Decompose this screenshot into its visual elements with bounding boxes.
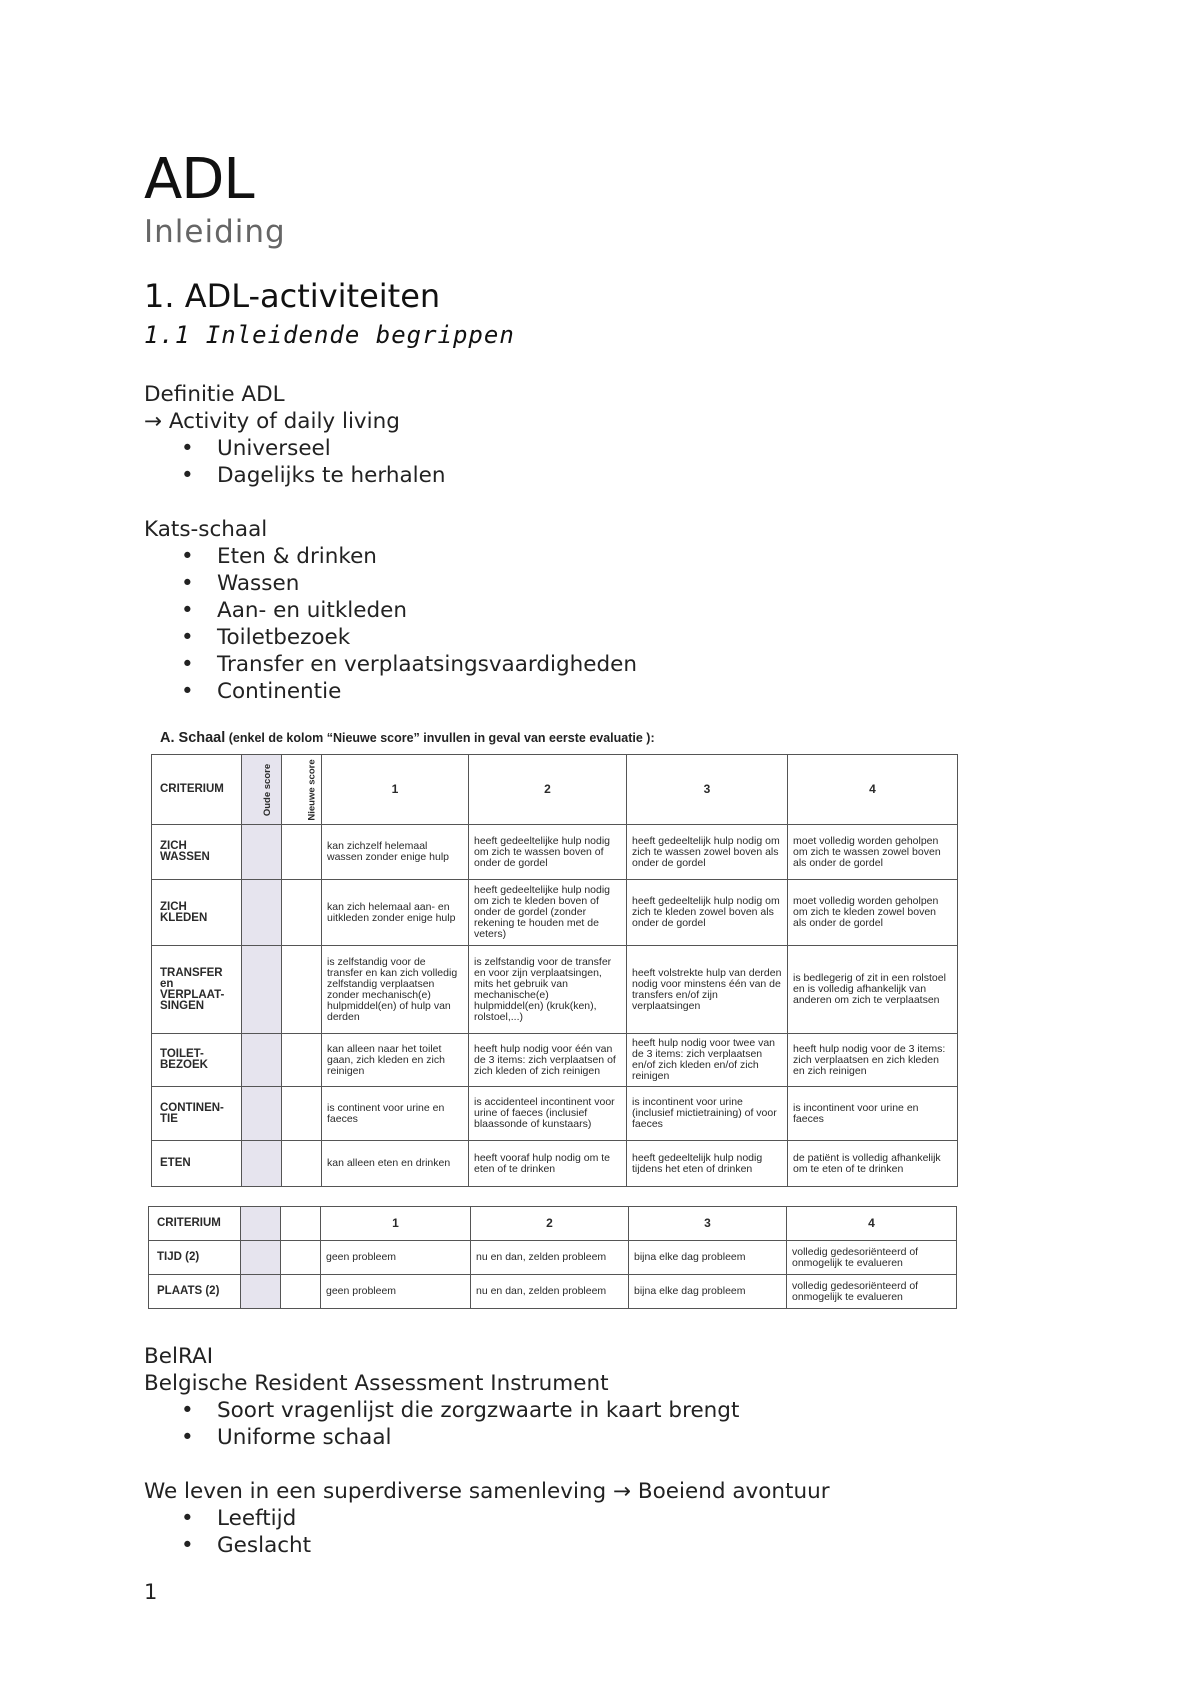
table-cell (281, 1241, 321, 1275)
list-item-text: Toiletbezoek (217, 625, 351, 650)
list-item (144, 651, 637, 678)
header-cell (281, 1207, 321, 1241)
kats-table (151, 754, 958, 1187)
table-cell: heeft hulp nodig voor twee van de 3 items: zich verplaatsen en/of zich kleden en/of zich reinigen (627, 1034, 788, 1087)
header-cell: 3 (629, 1207, 787, 1241)
table-cell: moet volledig worden geholpen om zich te kleden zowel boven als onder de gordel (788, 880, 958, 946)
diversity-list (144, 1505, 311, 1559)
table-cell: heeft volstrekte hulp van derden nodig voor minstens één van de transfers en/of zijn verplaatsingen (627, 946, 788, 1034)
list-item (144, 462, 445, 489)
header-cell: 2 (471, 1207, 629, 1241)
bullet-icon: • (181, 652, 194, 677)
bullet-icon: • (181, 679, 194, 704)
table-cell: heeft gedeeltelijke hulp nodig om zich te kleden boven of onder de gordel (zonder rekening te houden met de veters) (469, 880, 627, 946)
table-cell: kan zich helemaal aan- en uitkleden zonder enige hulp (322, 880, 469, 946)
bullet-icon: • (181, 463, 194, 488)
document-title: ADL (144, 147, 254, 212)
header-cell: CRITERIUM (152, 755, 242, 825)
table-cell: is zelfstandig voor de transfer en kan zich volledig zelfstandig verplaatsen zonder mechanisch(e) hulpmiddel(en) of hulp van derden (322, 946, 469, 1034)
table-cell (242, 1141, 282, 1187)
table-cell: PLAATS (2) (149, 1275, 241, 1309)
list-item-text: Eten & drinken (217, 544, 377, 569)
definition-line: → Activity of daily living (144, 409, 400, 434)
table-row (152, 825, 958, 880)
orientation-table (148, 1206, 957, 1309)
kats-scale-scan (144, 730, 964, 1318)
table-cell: nu en dan, zelden probleem (471, 1241, 629, 1275)
table-cell (242, 880, 282, 946)
header-cell: CRITERIUM (149, 1207, 241, 1241)
table-header-row (149, 1207, 957, 1241)
heading-1: 1. ADL-activiteiten (144, 277, 441, 315)
list-item-text: Continentie (217, 679, 342, 704)
belrai-line: Belgische Resident Assessment Instrument (144, 1371, 609, 1396)
list-item-text: Dagelijks te herhalen (217, 463, 446, 488)
list-item-text: Leeftijd (217, 1506, 297, 1531)
table-cell: volledig gedesoriënteerd of onmogelijk te evalueren (787, 1241, 957, 1275)
table-cell (282, 825, 322, 880)
table-cell (242, 946, 282, 1034)
table-row (152, 946, 958, 1034)
table-cell: ETEN (152, 1141, 242, 1187)
page-number: 1 (144, 1580, 158, 1604)
list-item-text: Aan- en uitkleden (217, 598, 407, 623)
table-cell: heeft hulp nodig voor één van de 3 items: zich verplaatsen of zich kleden of zich reinigen (469, 1034, 627, 1087)
table-cell: heeft gedeeltelijk hulp nodig om zich te kleden zowel boven als onder de gordel (627, 880, 788, 946)
header-cell: 1 (321, 1207, 471, 1241)
list-item (144, 597, 637, 624)
table-cell: TIJD (2) (149, 1241, 241, 1275)
table-cell (242, 1087, 282, 1141)
list-item-text: Soort vragenlijst die zorgzwaarte in kaart brengt (217, 1398, 740, 1423)
bullet-icon: • (181, 625, 194, 650)
scan-caption-prefix: A. Schaal (160, 730, 226, 746)
list-item (144, 570, 637, 597)
header-cell: 2 (469, 755, 627, 825)
table-cell (282, 880, 322, 946)
table-row (149, 1241, 957, 1275)
header-cell: 3 (627, 755, 788, 825)
list-item (144, 624, 637, 651)
definition-label: Definitie ADL (144, 382, 285, 407)
table-cell: moet volledig worden geholpen om zich te wassen zowel boven als onder de gordel (788, 825, 958, 880)
bullet-icon: • (181, 436, 194, 461)
table-cell: TRANSFER en VERPLAAT-SINGEN (152, 946, 242, 1034)
definition-list (144, 435, 445, 489)
list-item (144, 543, 637, 570)
table-cell (282, 1034, 322, 1087)
list-item-text: Uniforme schaal (217, 1425, 392, 1450)
list-item (144, 1397, 739, 1424)
table-cell: bijna elke dag probleem (629, 1275, 787, 1309)
kats-label: Kats-schaal (144, 517, 268, 542)
belrai-label: BelRAI (144, 1344, 214, 1369)
table-cell: is continent voor urine en faeces (322, 1087, 469, 1141)
table-cell: is bedlegerig of zit in een rolstoel en is volledig afhankelijk van anderen om zich te verplaatsen (788, 946, 958, 1034)
bullet-icon: • (181, 1533, 194, 1558)
header-cell: Nieuwe score (282, 755, 322, 825)
bullet-icon: • (181, 571, 194, 596)
table-cell: ZICH WASSEN (152, 825, 242, 880)
table-row (152, 1087, 958, 1141)
list-item-text: Transfer en verplaatsingsvaardigheden (217, 652, 637, 677)
table-cell: heeft gedeeltelijke hulp nodig om zich te wassen boven of onder de gordel (469, 825, 627, 880)
header-cell: 4 (788, 755, 958, 825)
list-item (144, 1505, 311, 1532)
list-item (144, 678, 637, 705)
table-cell (282, 1141, 322, 1187)
header-cell: 4 (787, 1207, 957, 1241)
table-cell: geen probleem (321, 1241, 471, 1275)
table-row (152, 1141, 958, 1187)
bullet-icon: • (181, 1398, 194, 1423)
table-cell: de patiënt is volledig afhankelijk om te eten of te drinken (788, 1141, 958, 1187)
table-cell: geen probleem (321, 1275, 471, 1309)
table-cell: is incontinent voor urine en faeces (788, 1087, 958, 1141)
scan-caption (160, 730, 655, 746)
table-cell: bijna elke dag probleem (629, 1241, 787, 1275)
heading-2: 1.1 Inleidende begrippen (144, 321, 515, 349)
list-item-text: Geslacht (217, 1533, 312, 1558)
table-cell: TOILET-BEZOEK (152, 1034, 242, 1087)
table-cell: kan zichzelf helemaal wassen zonder enige hulp (322, 825, 469, 880)
bullet-icon: • (181, 1425, 194, 1450)
table-row (149, 1275, 957, 1309)
table-cell (242, 1034, 282, 1087)
list-item-text: Wassen (217, 571, 300, 596)
bullet-icon: • (181, 544, 194, 569)
table-cell (282, 1087, 322, 1141)
diversity-line: We leven in een superdiverse samenleving → Boeiend avontuur (144, 1479, 830, 1504)
bullet-icon: • (181, 1506, 194, 1531)
table-cell: ZICH KLEDEN (152, 880, 242, 946)
table-cell: volledig gedesoriënteerd of onmogelijk te evalueren (787, 1275, 957, 1309)
table-cell (241, 1275, 281, 1309)
table-cell: nu en dan, zelden probleem (471, 1275, 629, 1309)
list-item (144, 1424, 739, 1451)
list-item-text: Universeel (217, 436, 331, 461)
table-cell: kan alleen naar het toilet gaan, zich kleden en zich reinigen (322, 1034, 469, 1087)
table-cell (281, 1275, 321, 1309)
table-row (152, 1034, 958, 1087)
kats-list (144, 543, 637, 705)
table-cell (241, 1241, 281, 1275)
table-cell (242, 825, 282, 880)
scan-caption-text: (enkel de kolom “Nieuwe score” invullen in geval van eerste evaluatie ): (228, 731, 655, 745)
table-row (152, 880, 958, 946)
table-cell: heeft vooraf hulp nodig om te eten of te drinken (469, 1141, 627, 1187)
table-header-row (152, 755, 958, 825)
header-cell (241, 1207, 281, 1241)
header-cell: 1 (322, 755, 469, 825)
bullet-icon: • (181, 598, 194, 623)
belrai-list (144, 1397, 739, 1451)
table-cell: heeft hulp nodig voor de 3 items: zich verplaatsen en zich kleden en zich reinigen (788, 1034, 958, 1087)
table-cell: is accidenteel incontinent voor urine of faeces (inclusief blaassonde of kunstaars) (469, 1087, 627, 1141)
table-cell: CONTINEN-TIE (152, 1087, 242, 1141)
table-cell: kan alleen eten en drinken (322, 1141, 469, 1187)
table-cell: is incontinent voor urine (inclusief mictietraining) of voor faeces (627, 1087, 788, 1141)
document-subtitle: Inleiding (144, 214, 286, 250)
list-item (144, 1532, 311, 1559)
table-cell: heeft gedeeltelijk hulp nodig om zich te wassen zowel boven als onder de gordel (627, 825, 788, 880)
list-item (144, 435, 445, 462)
table-cell: heeft gedeeltelijk hulp nodig tijdens het eten of drinken (627, 1141, 788, 1187)
header-cell: Oude score (242, 755, 282, 825)
table-cell: is zelfstandig voor de transfer en voor zijn verplaatsingen, mits het gebruik van mechanische(e) hulpmiddel(en) (kruk(ken), rolstoel,...) (469, 946, 627, 1034)
table-cell (282, 946, 322, 1034)
